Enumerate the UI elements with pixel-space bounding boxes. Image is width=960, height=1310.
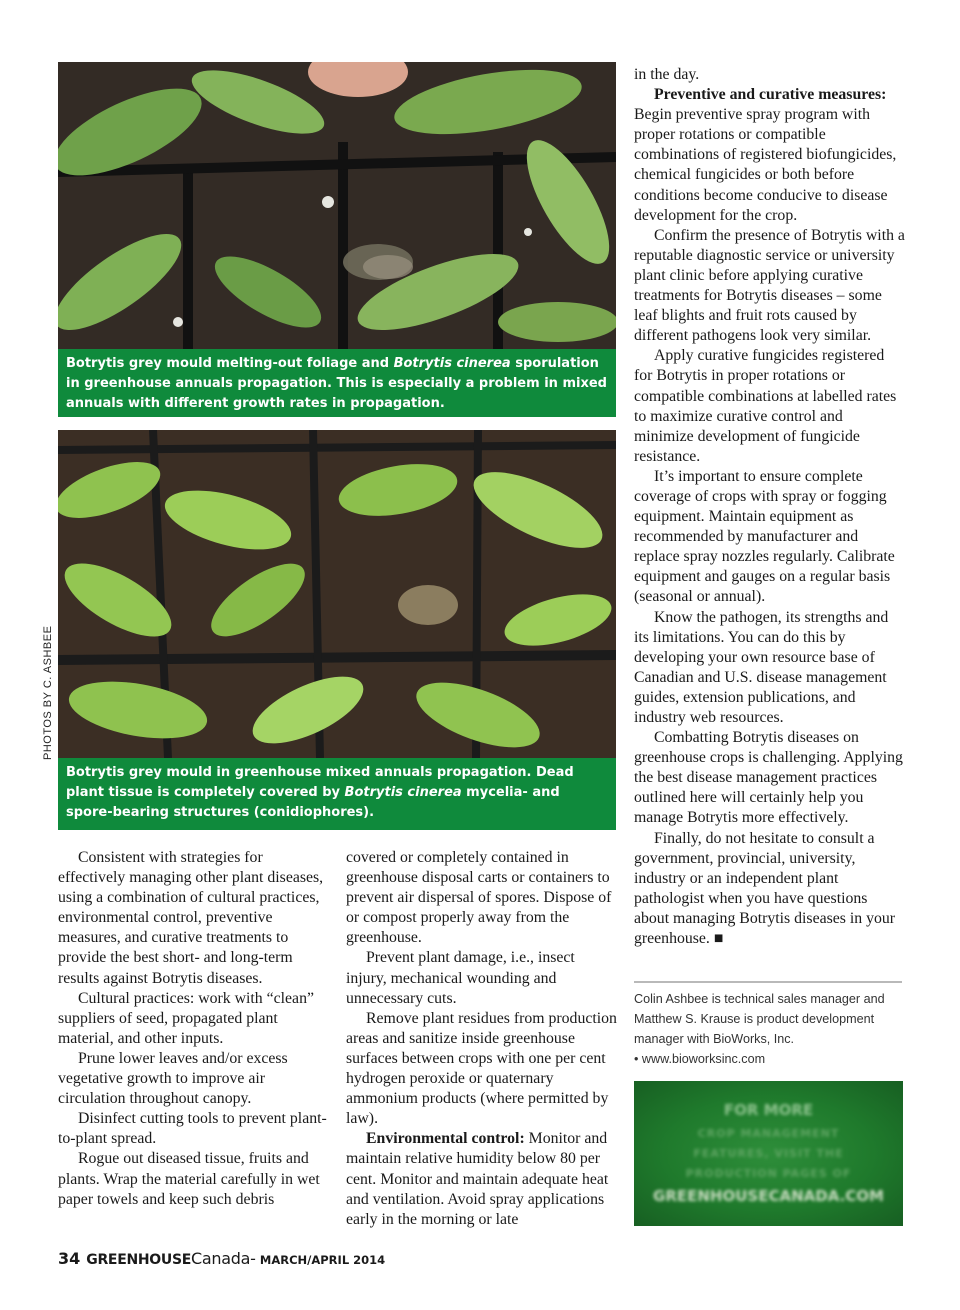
paragraph: covered or completely contained in greenhouse disposal carts or containers to prevent air dispersal of spores. Dispose of or compost properly away from the greenhouse. [346,849,612,947]
paragraph: Consistent with strategies for effectively managing other plant diseases, using a combination of cultural practices, environmental control, preventive measures, and curative treatments to provide the best short- and long-term results against Botrytis diseases. [58,849,324,987]
paragraph-text: Begin preventive spray program with proper rotations or compatible combinations of registered biofungicides, chemical fungicides or both before conditions become conducive to disease development for the crop. [634,106,897,224]
ad-line: FOR MORE [723,1101,814,1119]
magazine-name-bold: GREENHOUSE [86,1252,192,1268]
ad-line: PRODUCTION PAGES OF [685,1167,852,1180]
end-mark-icon: ■ [713,930,724,948]
paragraph: Confirm the presence of Botrytis with a reputable diagnostic service or university plant clinic before applying curative treatments for Botrytis diseases – some leaf blights and fruit rots caused by different pathogens look very similar. [634,226,905,345]
paragraph-text: Monitor and maintain relative humidity below 80 per cent. Monitor and maintain adequate heat and ventilation. Avoid spray applications early in the morning or late [346,1130,609,1228]
paragraph: Cultural practices: work with “clean” suppliers of seed, propagated plant material, and other inputs. [58,989,314,1047]
paragraph: Disinfect cutting tools to prevent plant-to-plant spread. [58,1110,327,1148]
greenhousecanada-ad[interactable] [634,1081,903,1226]
paragraph: Rogue out diseased tissue, fruits and plants. Wrap the material carefully in wet paper towels and keep such debris [58,1150,320,1208]
paragraph: Remove plant residues from production areas and sanitize inside greenhouse surfaces between crops with one per cent hydrogen peroxide or quaternary ammonium products (where permitted by law). [346,1009,617,1128]
paragraph: Apply curative fungicides registered for Botrytis in proper rotations or compatible combinations at labelled rates to maximize curative control and minimize development of fungicide resistance. [634,347,897,465]
magazine-name-light: Canada [191,1249,251,1268]
ad-line: FEATURES, VISIT THE [693,1147,844,1160]
caption-species-italic: Botrytis cinerea [344,785,462,800]
subhead-preventive-curative: Preventive and curative measures: [654,86,887,104]
page-number: 34 [58,1249,81,1268]
paragraph: Know the pathogen, its strengths and its limitations. You can do this by developing your own resource base of Canadian and U.S. disease management guides, extension publications, and industry web resources. [634,608,889,726]
divider [634,981,902,983]
subhead-environmental-control: Environmental control: [366,1130,525,1148]
paragraph: Prune lower leaves and/or excess vegetative growth to improve air circulation throughout canopy. [58,1049,288,1108]
photo2-caption [58,758,616,830]
ad-line: CROP MANAGEMENT [697,1127,840,1140]
article-column-3 [634,65,906,949]
paragraph [634,829,906,950]
paragraph: in the day. [634,66,700,83]
page-footer [58,1249,385,1268]
paragraph: Prevent plant damage, i.e., insect injury, mechanical wounding and unnecessary cuts. [346,949,575,1007]
photo-botrytis-mixed-annuals [58,430,616,758]
bio-text: Colin Ashbee is technical sales manager and Matthew S. Krause is product development manager with BioWorks, Inc. [634,992,885,1046]
caption-text: mycelia- and spore-bearing structures (conidiophores). [66,785,560,820]
photo1-caption [58,349,616,417]
photo-credit: PHOTOS BY C. ASHBEE [42,625,54,760]
author-bio [634,989,906,1069]
issue-date: MARCH/APRIL 2014 [259,1253,386,1267]
paragraph [346,1129,618,1229]
caption-text: sporulation in greenhouse annuals propagation. This is especially a problem in mixed annuals with different growth rates in propagation. [66,356,607,411]
caption-text: Botrytis grey mould melting-out foliage and [66,356,394,371]
paragraph: Combatting Botrytis diseases on greenhouse crops is challenging. Applying the best disease management practices outlined here will certainly help you manage Botrytis more effectively. [634,729,903,827]
ad-url: GREENHOUSECANADA.COM [653,1187,884,1205]
paragraph [634,85,906,226]
article-column-1 [58,848,332,1210]
article-column-2 [346,848,618,1230]
photo-botrytis-melting-foliage [58,62,616,349]
paragraph-text: Finally, do not hesitate to consult a government, provincial, university, industry or an independent plant pathologist when you have questions about managing Botrytis diseases in your greenhouse. [634,829,896,948]
ad-text-block [634,1081,903,1226]
caption-text: Botrytis grey mould in greenhouse mixed annuals propagation. Dead plant tissue is completely covered by [66,765,574,800]
caption-species-italic: Botrytis cinerea [393,356,511,371]
paragraph: It’s important to ensure complete coverage of crops with spray or fogging equipment. Maintain equipment as recommended by manufacturer and replace spray nozzles regularly. Calibrate equipment and gauges on a regular basis (seasonal or annual). [634,467,895,606]
bio-website-link[interactable]: • www.bioworksinc.com [634,1052,766,1066]
footer-separator: - [250,1249,256,1268]
